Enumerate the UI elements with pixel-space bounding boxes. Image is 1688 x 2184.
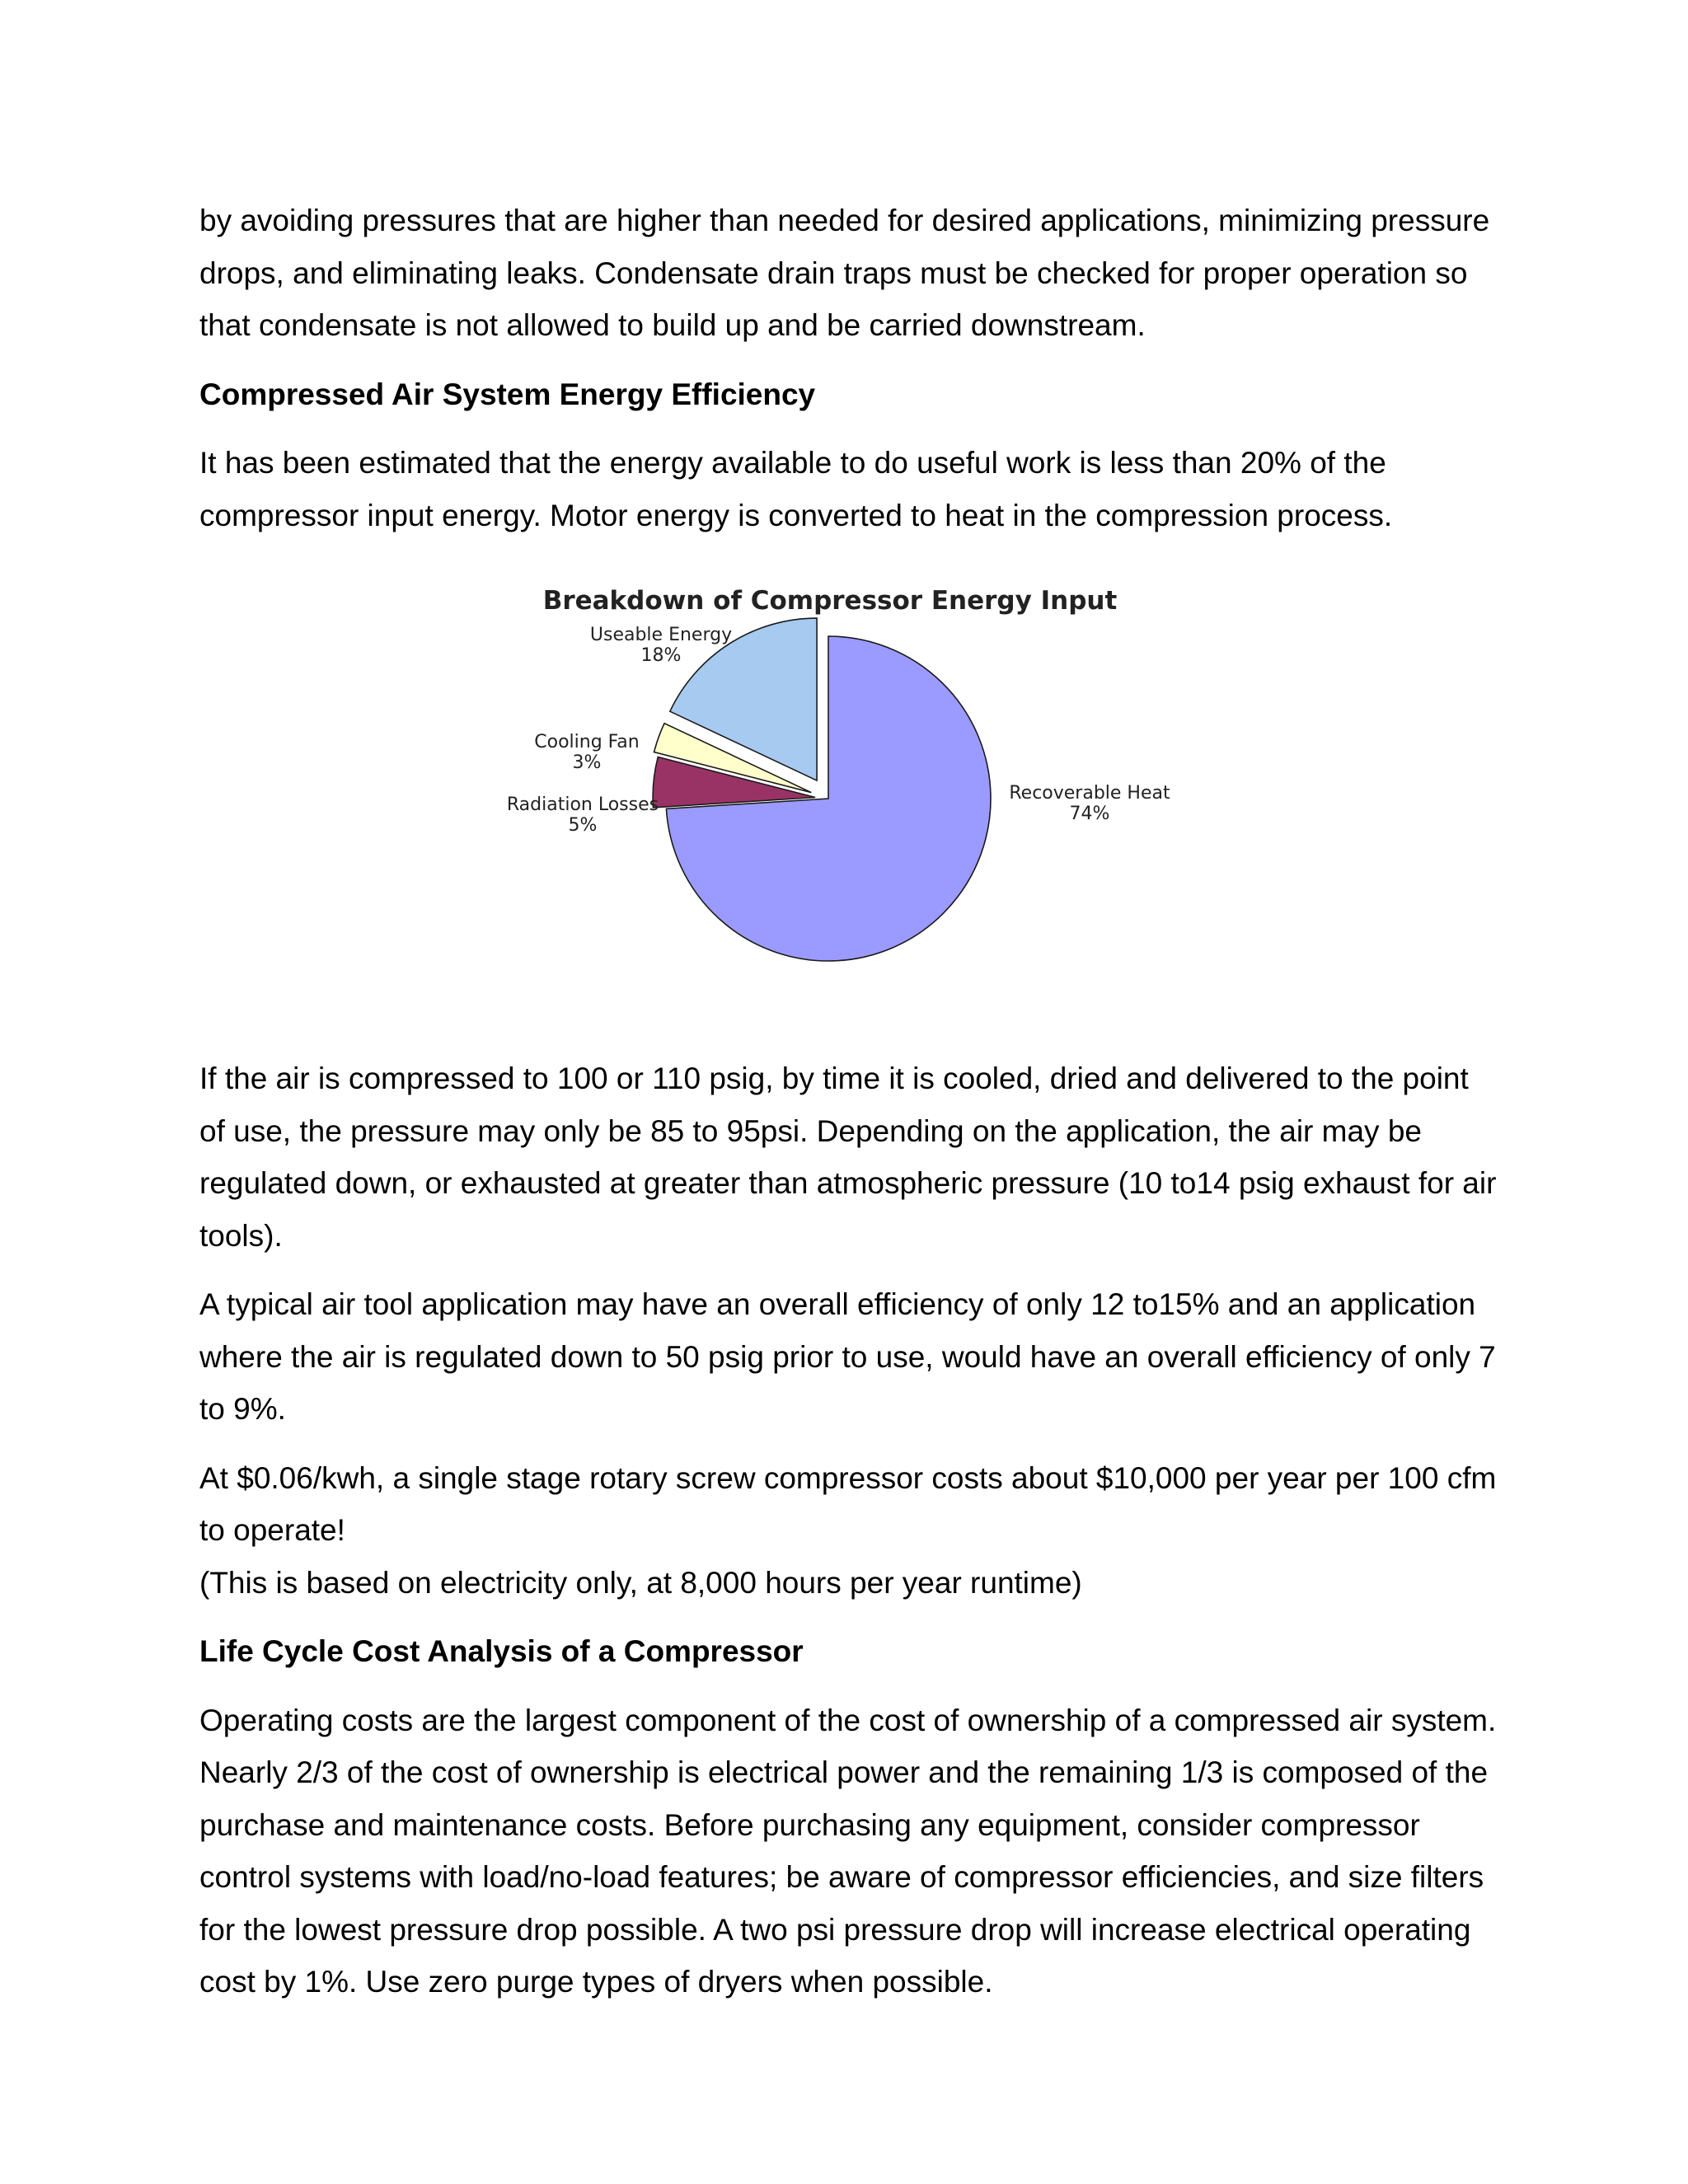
pie-label-recoverable-heat: Recoverable Heat (1009, 783, 1170, 804)
pie-value-radiation-losses: 5% (568, 815, 598, 836)
pie-label-useable-energy: Useable Energy (589, 625, 733, 645)
paragraph-pressure: If the air is compressed to 100 or 110 psig, by time it is cooled, dried and delivered to the point of use, the pressure may only be 85 to 95psi. Depending on the application, the air may be regulated down, or exhausted at greater than atmospheric pressure (10 to14 psig exhaust for air tools). (199, 1062, 1497, 1253)
chart-title: Breakdown of Compressor Energy Input (542, 586, 1118, 616)
heading-life-cycle: Life Cycle Cost Analysis of a Compressor (199, 1634, 804, 1668)
paragraph-cost: At $0.06/kwh, a single stage rotary screw compressor costs about $10,000 per year per 100 cfm to operate! (199, 1460, 1497, 1547)
paragraph-condensate: by avoiding pressures that are higher than needed for desired applications, minimizing pressure drops, and eliminating leaks. Condensate drain traps must be checked for proper operation so that condensate is not allowed to build up and be carried downstream. (199, 204, 1490, 342)
pie-chart (199, 560, 1502, 1038)
heading-energy-efficiency: Compressed Air System Energy Efficiency (199, 377, 816, 411)
paragraph-energy-estimate: It has been estimated that the energy available to do useful work is less than 20% of the compressor input energy. Motor energy is converted to heat in the compression process. (199, 446, 1393, 532)
pie-chart-figure (199, 560, 1502, 1038)
pie-value-useable-energy: 18% (640, 645, 682, 666)
paragraph-cost-note: (This is based on electricity only, at 8,000 hours per year runtime) (199, 1565, 1082, 1600)
pie-value-cooling-fan: 3% (572, 752, 602, 773)
paragraph-operating-costs: Operating costs are the largest component of the cost of ownership of a compressed air system. Nearly 2/3 of the cost of ownership is electrical power and the remaining 1/3 is composed of the purchase and maintenance costs. Before purchasing any equipment, consider compressor control systems with load/no-load features; be aware of compressor efficiencies, and size filters for the lowest pressure drop possible. A two psi pressure drop will increase electrical operating cost by 1%. Use zero purge types of dryers when possible. (199, 1703, 1497, 1999)
pie-value-recoverable-heat: 74% (1069, 804, 1110, 824)
document-page (199, 194, 1502, 2008)
pie-label-cooling-fan: Cooling Fan (534, 732, 640, 752)
pie-label-radiation-losses: Radiation Losses (506, 794, 659, 815)
paragraph-air-tool: A typical air tool application may have an overall efficiency of only 12 to15% and an application where the air is regulated down to 50 psig prior to use, would have an overall efficiency of only 7 to 9%. (199, 1287, 1496, 1426)
